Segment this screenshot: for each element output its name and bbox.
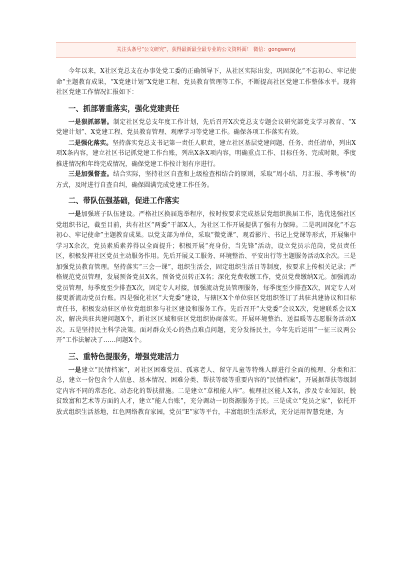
document-body (56, 67, 356, 418)
paragraph-lead: 一是狠抓部署。 (68, 118, 114, 126)
paragraph-lead: 一是 (68, 211, 82, 218)
section-3-paragraph-1 (56, 366, 356, 419)
paragraph-text: 坚持落实党总支书记第一责任人职责，建立社区基层党建问题、任务、责任清单，列出X项X条内容，建立社区书记抓党建工作台账，列出X条X项内容，明确重点工作、目标任务、完成时限，季度推进情况和年终完成情况，确保党建工作按计划有序进行。 (56, 139, 356, 168)
paragraph-lead: 一是 (68, 366, 82, 374)
paragraph-text: 结合实际，坚持社区自查和上级检查相结合的原则，采取“周小结、月汇报、季考核”的方式，及时进行自查自纠，确保圆满完成党建工作任务。 (56, 171, 356, 189)
section-2-paragraph-1 (56, 210, 356, 347)
section-heading-3: 三、重特色提服务，增强党建活力 (68, 351, 180, 361)
paragraph-text: 建立“民情档案”，对社区困难党员、孤寡老人、留守儿童等特殊人群进行全面的梳理、分类和汇总，建立一份包含个人信息、基本情况、困难分类、帮扶等级等重要内容的“民情档案”，开展据帮扶等级制定内容不同的常态化、动态化的帮扶措施。二是建立“草根能人库”。梳理社区能人X名，涉及专业知识、脱贫致富和艺术等方面的人才，建立“能人台账”，充分调动一切资源服务于民。三是成立“党员之家”，依托开放式组织生活基地，红色网络教育家园，党员“E”家等平台，丰富组织生活形式，充分运用智慧党建，为 (56, 366, 356, 416)
document-page (56, 0, 356, 580)
paragraph-text: 加强班子队伍建设。严格社区换届选举程序，按时按要求完成基层党组织换届工作，选优选强社区党组织书记，截至目前，共有社区“两委”干部X人，为社区工作开展提供了强有力保障。二是巩固深化“不忘初心、牢记使命”主题教育成果。以党支部为单位，采取“微党课”、观看影片、书记上党课等形式，开展集中学习X余次，党员素质素养得以全面提升；积极开展“亮身份，当先锋”活动，设立党员示范岗，党员责任区，积极发挥社区党员主动服务作用。先后开展义工服务、环境整治、平安出行等主题服务活动X余次。三是加强党员教育管理。坚持落实“三会一课”，组织生活会，固定组织生活日等制度，按要求上传相关记录；严格规范党员管理，发展预备党员X名，预备党员转正X名；深化党费收缴工作，党员党费缴纳X元。加强流动党员管理，每季度至少排查X次，固定专人对接，加强流动党员管理服务，每季度至少排查X次，固定专人对接更新流动党员台账。四是强化社区“大党委”建设，与辖区X个单位驻区党组织签订了共驻共建协议和目标责任书，积极发动驻区单位党组织参与社区建设和服务工作。先后召开“大党委”会议X次，党建联系会议X次，解决共驻共建问题X个，新社区区域和驻区党组织协商落实。开展环境整治、送温暖等志愿服务活动X次。五是坚持民主科学决策。面对群众关心的热点难点问题，充分发扬民主，今年先后运用“一征三议两公开”工作法解决了……问题X个。 (56, 211, 357, 344)
promo-banner (56, 42, 356, 58)
section-1-paragraph-2 (56, 139, 356, 171)
paragraph-lead: 二是强化落实。 (68, 139, 113, 147)
paragraph-lead: 三是加强督查。 (68, 171, 114, 178)
paragraph-text: 制定社区党总支年度工作计划，先后召开X次党总支专题会议研究部党支学习教育、“X党建计划”、X党建工程、党员教育管理、观摩学习等党建工作。确保各项工作落实有效。 (56, 118, 357, 136)
section-1-paragraph-3 (56, 170, 356, 191)
section-1-paragraph-1 (56, 118, 356, 139)
intro-paragraph: 今年以来，X社区党总支在办事处党工委的正确领导下，从社区实际出发，巩固深化“不忘初心、牢记使命”主题教育成果，“X党建计划”X党建工程、党员教育管理等工作，不断提高社区党建工作整体水平。现将社区党建工作情况汇报如下： (56, 68, 356, 96)
section-heading-1: 一、抓部署重落实，强化党建责任 (68, 103, 180, 113)
section-heading-2: 二、带队伍强基础，促进工作落实 (68, 196, 180, 205)
promo-banner-text: 关注头条号“公文研究”，获得最新最全最专业的公文资料面！ 微信：gongwenyj (116, 47, 296, 53)
